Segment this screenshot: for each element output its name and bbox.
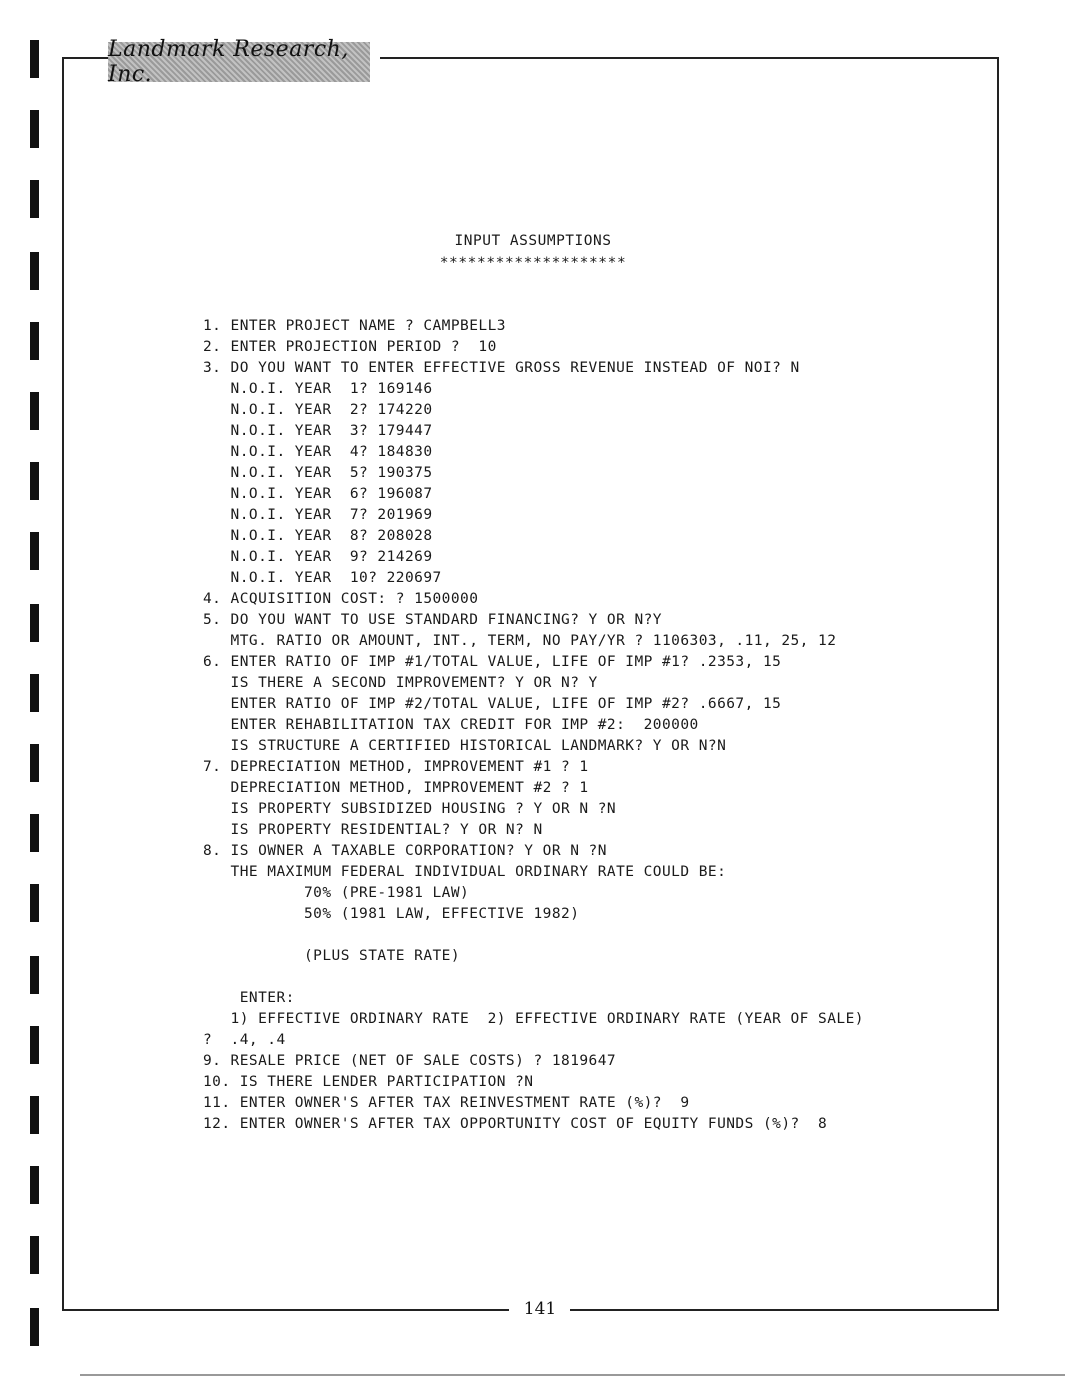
input-line: 11. ENTER OWNER'S AFTER TAX REINVESTMENT RATE (%)? 9 (203, 1095, 690, 1111)
input-line: IS PROPERTY SUBSIDIZED HOUSING ? Y OR N ?N (203, 801, 617, 817)
company-logo (108, 37, 370, 87)
input-line: THE MAXIMUM FEDERAL INDIVIDUAL ORDINARY RATE COULD BE: (203, 864, 727, 880)
input-line: (PLUS STATE RATE) (203, 948, 461, 964)
page-number: 141 (523, 1299, 557, 1319)
binding-mark (30, 674, 39, 712)
input-line: 70% (PRE-1981 LAW) (203, 885, 470, 901)
binding-mark (30, 532, 39, 570)
binding-mark (30, 462, 39, 500)
binding-mark (30, 322, 39, 360)
binding-mark (30, 1096, 39, 1134)
binding-mark (30, 956, 39, 994)
input-line: N.O.I. YEAR 7? 201969 (203, 507, 433, 523)
input-line: 4. ACQUISITION COST: ? 1500000 (203, 591, 479, 607)
input-line: 3. DO YOU WANT TO ENTER EFFECTIVE GROSS REVENUE INSTEAD OF NOI? N (203, 360, 800, 376)
input-line: N.O.I. YEAR 9? 214269 (203, 549, 433, 565)
frame-top-left (62, 57, 108, 59)
title-underline: ******************** (439, 255, 627, 271)
input-line: N.O.I. YEAR 5? 190375 (203, 465, 433, 481)
input-line: IS STRUCTURE A CERTIFIED HISTORICAL LANDMARK? Y OR N?N (203, 738, 727, 754)
input-line: 50% (1981 LAW, EFFECTIVE 1982) (203, 906, 580, 922)
binding-mark (30, 604, 39, 642)
input-line: 8. IS OWNER A TAXABLE CORPORATION? Y OR N ?N (203, 843, 607, 859)
input-line: ENTER RATIO OF IMP #2/TOTAL VALUE, LIFE OF IMP #2? .6667, 15 (203, 696, 782, 712)
input-line: ? .4, .4 (203, 1032, 286, 1048)
input-line: N.O.I. YEAR 4? 184830 (203, 444, 433, 460)
input-line: 6. ENTER RATIO OF IMP #1/TOTAL VALUE, LIFE OF IMP #1? .2353, 15 (203, 654, 782, 670)
frame-left (62, 58, 64, 1310)
binding-mark (30, 744, 39, 782)
binding-mark (30, 180, 39, 218)
input-line: ENTER: (203, 990, 295, 1006)
binding-mark (30, 814, 39, 852)
input-line: N.O.I. YEAR 10? 220697 (203, 570, 442, 586)
binding-mark (30, 1236, 39, 1274)
input-line: N.O.I. YEAR 3? 179447 (203, 423, 433, 439)
input-line: 1) EFFECTIVE ORDINARY RATE 2) EFFECTIVE ORDINARY RATE (YEAR OF SALE) (203, 1011, 864, 1027)
input-line: 2. ENTER PROJECTION PERIOD ? 10 (203, 339, 497, 355)
frame-bottom-left (62, 1309, 509, 1311)
input-line: N.O.I. YEAR 8? 208028 (203, 528, 433, 544)
frame-bottom-right (570, 1309, 999, 1311)
binding-mark (30, 392, 39, 430)
input-line: IS THERE A SECOND IMPROVEMENT? Y OR N? Y (203, 675, 598, 691)
binding-mark (30, 1026, 39, 1064)
input-line: N.O.I. YEAR 2? 174220 (203, 402, 433, 418)
document-title: INPUT ASSUMPTIONS (454, 233, 612, 249)
input-line: 7. DEPRECIATION METHOD, IMPROVEMENT #1 ? 1 (203, 759, 589, 775)
input-line: N.O.I. YEAR 6? 196087 (203, 486, 433, 502)
binding-mark (30, 252, 39, 290)
input-line: 10. IS THERE LENDER PARTICIPATION ?N (203, 1074, 534, 1090)
frame-top-right (380, 57, 998, 59)
input-line: MTG. RATIO OR AMOUNT, INT., TERM, NO PAY/YR ? 1106303, .11, 25, 12 (203, 633, 837, 649)
input-line: 9. RESALE PRICE (NET OF SALE COSTS) ? 1819647 (203, 1053, 617, 1069)
scan-edge (80, 1374, 1065, 1376)
binding-mark (30, 1308, 39, 1346)
input-line: DEPRECIATION METHOD, IMPROVEMENT #2 ? 1 (203, 780, 589, 796)
binding-mark (30, 884, 39, 922)
company-name: Landmark Research, Inc. (108, 37, 349, 87)
input-line: IS PROPERTY RESIDENTIAL? Y OR N? N (203, 822, 543, 838)
input-line: N.O.I. YEAR 1? 169146 (203, 381, 433, 397)
binding-mark (30, 40, 39, 78)
frame-right (997, 57, 999, 1310)
binding-mark (30, 1166, 39, 1204)
binding-mark (30, 110, 39, 148)
input-line: 1. ENTER PROJECT NAME ? CAMPBELL3 (203, 318, 506, 334)
input-line: 5. DO YOU WANT TO USE STANDARD FINANCING? Y OR N?Y (203, 612, 662, 628)
input-line: 12. ENTER OWNER'S AFTER TAX OPPORTUNITY COST OF EQUITY FUNDS (%)? 8 (203, 1116, 828, 1132)
input-line: ENTER REHABILITATION TAX CREDIT FOR IMP #2: 200000 (203, 717, 699, 733)
